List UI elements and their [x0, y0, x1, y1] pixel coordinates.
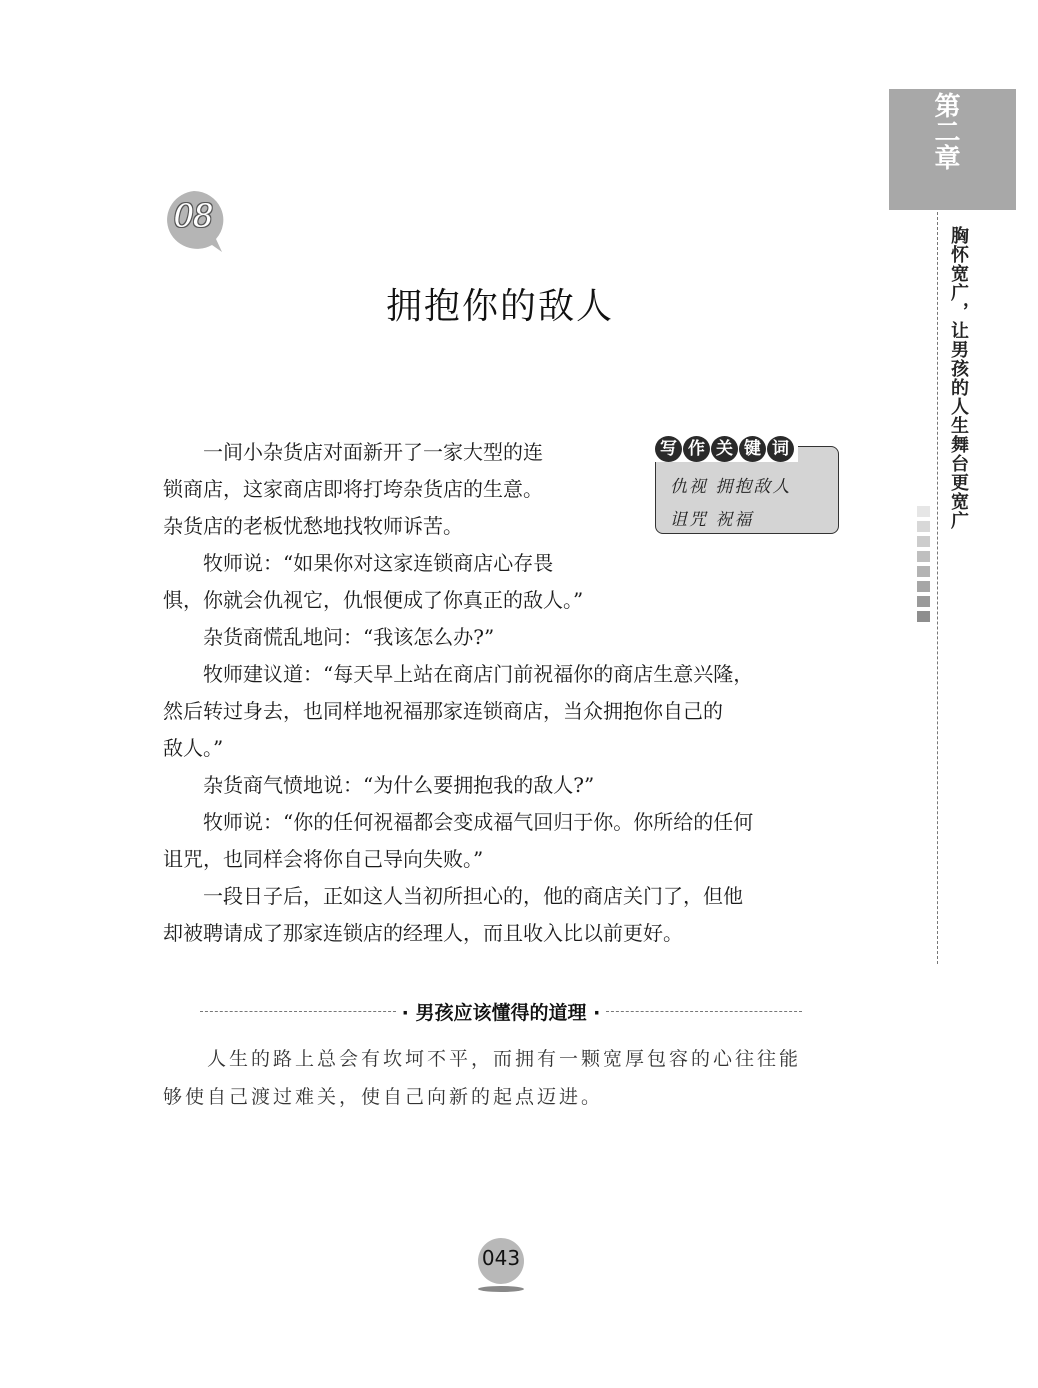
text-line: 一段日子后，正如这人当初所担心的，他的商店关门了，但他: [163, 884, 743, 908]
keyword-heading-char: 词: [767, 436, 794, 462]
paragraph: [163, 878, 743, 952]
keyword-heading-char: 关: [711, 436, 738, 462]
moral-paragraph: [163, 1040, 801, 1116]
decorative-bar: [917, 581, 930, 592]
decorative-bars: [917, 506, 933, 626]
text-line: 牧师建议道：“每天早上站在商店门前祝福你的商店生意兴隆，: [163, 662, 754, 686]
decorative-bar: [917, 521, 930, 532]
text-line: 牧师说：“你的任何祝福都会变成福气回归于你。你所给的任何: [163, 810, 754, 834]
decorative-bar: [917, 566, 930, 577]
text-line: 却被聘请成了那家连锁店的经理人，而且收入比以前更好。: [163, 921, 683, 945]
keyword-line: 诅咒 祝福: [670, 510, 754, 530]
page-number-shadow: [478, 1286, 524, 1292]
text-line: 杂货商气愤地说：“为什么要拥抱我的敌人?”: [163, 773, 595, 797]
text-line: 锁商店，这家商店即将打垮杂货店的生意。: [163, 477, 543, 501]
keyword-heading-char: 写: [655, 436, 682, 462]
chapter-subtitle: 胸怀宽广，让男孩的人生舞台更宽广: [948, 226, 969, 530]
keyword-heading: [655, 436, 798, 462]
story-number: 08: [173, 197, 213, 235]
section-divider: [200, 998, 802, 1024]
text-line: 够使自己渡过难关，使自己向新的起点迈进。: [163, 1086, 604, 1108]
chapter-label: 第二章: [930, 92, 960, 170]
section-heading: · 男孩应该懂得的道理 ·: [401, 1001, 601, 1024]
decorative-bar: [917, 611, 930, 622]
text-line: 敌人。”: [163, 736, 224, 760]
decorative-bar: [917, 551, 930, 562]
keyword-line: 仇视 拥抱敌人: [670, 477, 792, 497]
text-line: 一间小杂货店对面新开了一家大型的连: [163, 440, 543, 464]
page-number: 043: [481, 1246, 521, 1270]
text-line: 杂货店的老板忧愁地找牧师诉苦。: [163, 514, 463, 538]
page-title: 拥抱你的敌人: [385, 286, 614, 327]
decorative-bar: [917, 506, 930, 517]
keyword-heading-char: 键: [739, 436, 766, 462]
text-line: 人生的路上总会有坎坷不平，而拥有一颗宽厚包容的心往往能: [163, 1048, 802, 1070]
paragraph: [163, 619, 494, 656]
paragraph: [163, 656, 753, 767]
paragraph: [163, 767, 594, 804]
text-line: 诅咒，也同样会将你自己导向失败。”: [163, 847, 484, 871]
paragraph: [163, 804, 753, 878]
text-line: 杂货商慌乱地问：“我该怎么办?”: [163, 625, 495, 649]
decorative-bar: [917, 596, 930, 607]
keyword-heading-char: 作: [683, 436, 710, 462]
text-line: 牧师说：“如果你对这家连锁商店心存畏: [163, 551, 554, 575]
chapter-divider-line: [937, 212, 938, 964]
text-line: 然后转过身去，也同样地祝福那家连锁商店，当众拥抱你自己的: [163, 699, 723, 723]
paragraph: [163, 545, 583, 619]
decorative-bar: [917, 536, 930, 547]
text-line: 惧，你就会仇视它，仇恨便成了你真正的敌人。”: [163, 588, 584, 612]
paragraph: [163, 434, 543, 545]
